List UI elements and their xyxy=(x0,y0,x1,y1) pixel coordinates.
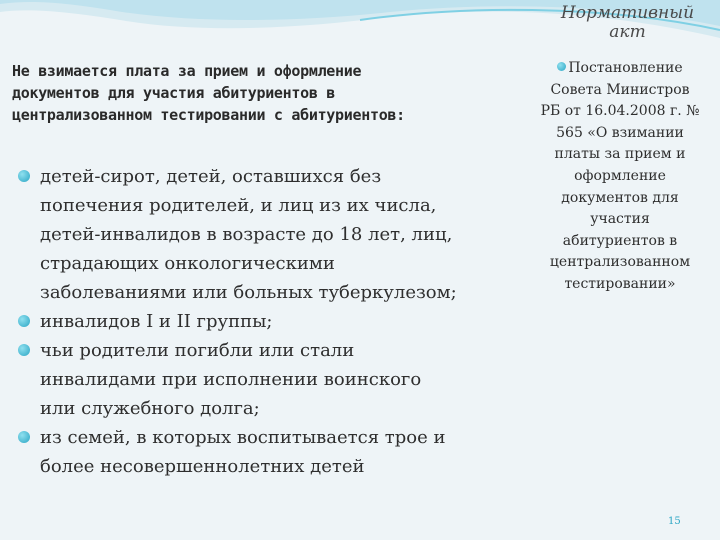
side-note-line: централизованном xyxy=(549,254,691,271)
list-item-line: детей-инвалидов в возрасте до 18 лет, лиц, xyxy=(40,224,453,245)
bullet-list xyxy=(16,162,526,481)
list-item xyxy=(16,307,526,336)
list-item-line: детей-сирот, детей, оставшихся без xyxy=(40,166,382,187)
side-note-line: 565 «О взимании xyxy=(556,124,684,141)
side-note-line xyxy=(530,58,710,80)
bullet-icon xyxy=(18,431,30,443)
side-title-line: акт xyxy=(609,22,646,42)
side-note-line: участия xyxy=(590,211,650,228)
list-item xyxy=(16,162,526,307)
list-item-line: или служебного долга; xyxy=(40,398,260,419)
bullet-icon xyxy=(18,170,30,182)
side-title-line: Нормативный xyxy=(560,3,695,23)
side-note-line: платы за прием и xyxy=(554,146,686,163)
bullet-icon xyxy=(18,344,30,356)
heading xyxy=(12,60,532,126)
side-note-line: РБ от 16.04.2008 г. № xyxy=(540,103,700,120)
side-note xyxy=(530,58,710,296)
page-number: 15 xyxy=(668,516,681,527)
bullet-icon xyxy=(557,62,566,71)
list-item-line: чьи родители погибли или стали xyxy=(40,340,355,361)
heading-line: централизованном тестировании с абитуриентов: xyxy=(12,106,405,124)
list-item-line: из семей, в которых воспитывается трое и xyxy=(40,427,446,448)
list-item xyxy=(16,336,526,423)
side-note-line: Совета Министров xyxy=(550,81,690,98)
list-item-line: заболеваниями или больных туберкулезом; xyxy=(40,282,457,303)
list-item-line: инвалидами при исполнении воинского xyxy=(40,369,422,390)
side-note-line: оформление xyxy=(574,167,666,184)
list-item-line: страдающих онкологическими xyxy=(40,253,335,274)
list-item-line: более несовершеннолетних детей xyxy=(40,456,365,477)
side-note-text: Постановление xyxy=(568,60,683,76)
side-note-line: документов для xyxy=(561,189,679,206)
list-item-line: попечения родителей, и лиц из их числа, xyxy=(40,195,437,216)
list-item xyxy=(16,423,526,481)
list-item-line: инвалидов I и II группы; xyxy=(40,311,273,332)
side-note-line: тестировании» xyxy=(564,275,676,292)
side-title xyxy=(540,4,715,42)
side-note-line: абитуриентов в xyxy=(562,232,678,249)
bullet-icon xyxy=(18,315,30,327)
heading-line: документов для участия абитуриентов в xyxy=(12,84,336,102)
heading-line: Не взимается плата за прием и оформление xyxy=(12,62,362,80)
